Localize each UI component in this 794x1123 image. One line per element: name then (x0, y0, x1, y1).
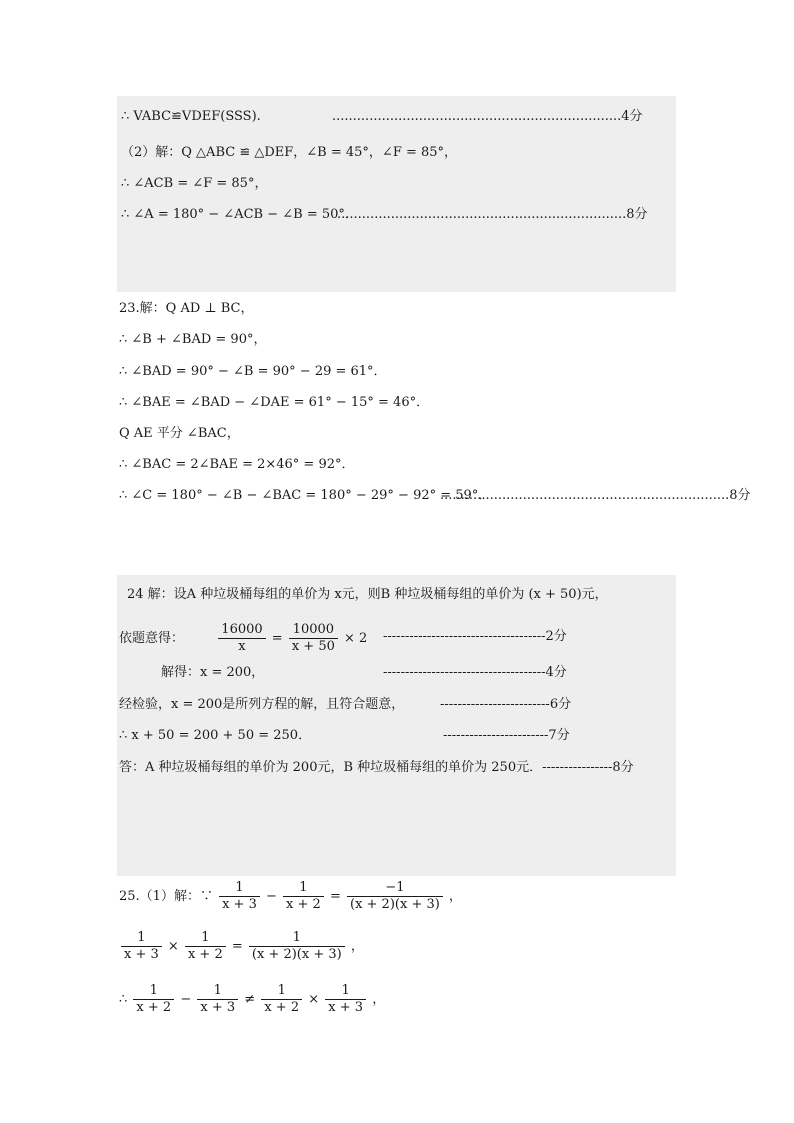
b25-r1-b-num: 1 (283, 880, 324, 897)
b23-line-7: ∴ ∠C = 180° − ∠B − ∠BAC = 180° − 29° − 92° = 59°． (119, 488, 492, 503)
b24-frac-1-den: x (238, 639, 246, 654)
b25-r3-frac-b (197, 983, 238, 1016)
b24-eq-score: -------------------------------------2分 (383, 629, 567, 644)
b25-r1-frac-b (283, 880, 324, 913)
b22-line-1-score: ......................................................................4分 (332, 109, 643, 124)
b25-r1-frac-a (219, 880, 260, 913)
b24-frac-2-num: 10000 (289, 622, 338, 639)
b25-r2-frac-b (185, 930, 226, 963)
b25-r3-b-num: 1 (197, 983, 238, 1000)
b25-r2-op: × (167, 939, 179, 954)
b24-frac-1-num: 16000 (218, 622, 265, 639)
b25-r2-frac-a (121, 930, 162, 963)
b24-line-6: 答：A 种垃圾桶每组的单价为 200元，B 种垃圾桶每组的单价为 250元．----------------8分 (119, 760, 634, 775)
b25-row-1 (119, 880, 462, 913)
b23-line-4: ∴ ∠BAE = ∠BAD − ∠DAE = 61° − 15° = 46°． (119, 395, 430, 410)
b25-r1-c-num: −1 (347, 880, 443, 897)
b24-eq-tail: × 2 (344, 631, 368, 646)
b25-r3-a-den: x + 2 (136, 1000, 172, 1015)
b24-frac-1 (218, 622, 265, 655)
b25-r3-d-den: x + 3 (328, 1000, 364, 1015)
b25-r3-end: ， (372, 992, 386, 1007)
b22-line-4-score: ......................................................................8分 (337, 207, 648, 222)
b25-r3-frac-a (133, 983, 174, 1016)
b25-r2-b-num: 1 (185, 930, 226, 947)
b24-frac-2-den: x + 50 (291, 639, 335, 654)
b25-r3-prefix: ∴ (119, 992, 128, 1007)
b24-line-3: 解得：x = 200， (161, 665, 265, 680)
b24-eq-mid: = (271, 631, 283, 646)
b23-line-1: 23.解：Q AD ⊥ BC， (119, 301, 254, 316)
b25-r1-c-den: (x + 2)(x + 3) (350, 897, 440, 912)
b22-line-1: ∴ VABC≌VDEF(SSS). (121, 109, 261, 124)
b25-r3-b-den: x + 3 (200, 1000, 236, 1015)
b24-line-3-score: -------------------------------------4分 (383, 665, 567, 680)
b25-r3-d-num: 1 (325, 983, 366, 1000)
b24-frac-2 (289, 622, 338, 655)
b25-r1-a-num: 1 (219, 880, 260, 897)
b25-r2-c-den: (x + 2)(x + 3) (251, 947, 342, 962)
b24-line-5-score: ------------------------7分 (443, 728, 570, 743)
b25-r3-frac-d (325, 983, 366, 1016)
b25-r1-b-den: x + 2 (286, 897, 321, 912)
b23-line-3: ∴ ∠BAD = 90° − ∠B = 90° − 29 = 61°． (119, 364, 387, 379)
b25-r1-op: − (266, 889, 277, 904)
b25-r1-eq: = (329, 889, 341, 904)
shaded-block-24 (117, 575, 676, 876)
b25-r3-op2: × (308, 992, 320, 1007)
b25-r3-c-num: 1 (261, 983, 302, 1000)
b24-line-5: ∴ x + 50 = 200 + 50 = 250． (119, 728, 312, 743)
b24-line-1: 24 解：设A 种垃圾桶每组的单价为 x元，则B 种垃圾桶每组的单价为 (x + 50)元， (127, 587, 608, 602)
b25-r2-c-num: 1 (249, 930, 345, 947)
b23-line-6: ∴ ∠BAC = 2∠BAE = 2×46° = 92°． (119, 457, 355, 472)
b25-r2-a-den: x + 3 (124, 947, 159, 962)
b25-r1-end: ， (448, 889, 462, 904)
b25-r2-b-den: x + 2 (187, 947, 223, 962)
b25-r1-prefix: 25.（1）解：∵ (119, 889, 213, 904)
b24-line-4: 经检验，x = 200是所列方程的解，且符合题意， (119, 697, 405, 712)
b22-line-4: ∴ ∠A = 180° − ∠ACB − ∠B = 50°． (121, 207, 358, 222)
b25-r2-a-num: 1 (121, 930, 162, 947)
b25-row-2 (119, 930, 364, 963)
b24-line-4-score: -------------------------6分 (440, 697, 572, 712)
b25-r2-eq: = (231, 939, 243, 954)
b22-line-2: （2）解：Q △ABC ≌ △DEF，∠B = 45°，∠F = 85°， (121, 145, 458, 160)
b25-r3-a-num: 1 (133, 983, 174, 1000)
b23-line-7-score: ......................................................................8分 (440, 488, 751, 503)
b24-eq-prefix: 依题意得： (119, 631, 185, 646)
b25-r2-end: ， (350, 939, 364, 954)
b25-r3-op: − (180, 992, 192, 1007)
b24-equation (119, 622, 367, 655)
b25-r3-frac-c (261, 983, 302, 1016)
b25-r3-c-den: x + 2 (264, 1000, 300, 1015)
b22-line-3: ∴ ∠ACB = ∠F = 85°， (121, 176, 268, 191)
b23-line-5: Q AE 平分 ∠BAC， (119, 426, 240, 441)
b25-r1-a-den: x + 3 (222, 897, 257, 912)
b23-line-2: ∴ ∠B + ∠BAD = 90°， (119, 332, 267, 347)
b25-r1-frac-c (347, 880, 443, 913)
b25-r2-frac-c (249, 930, 345, 963)
b25-r3-neq: ≠ (244, 992, 256, 1007)
b25-row-3 (119, 983, 385, 1016)
